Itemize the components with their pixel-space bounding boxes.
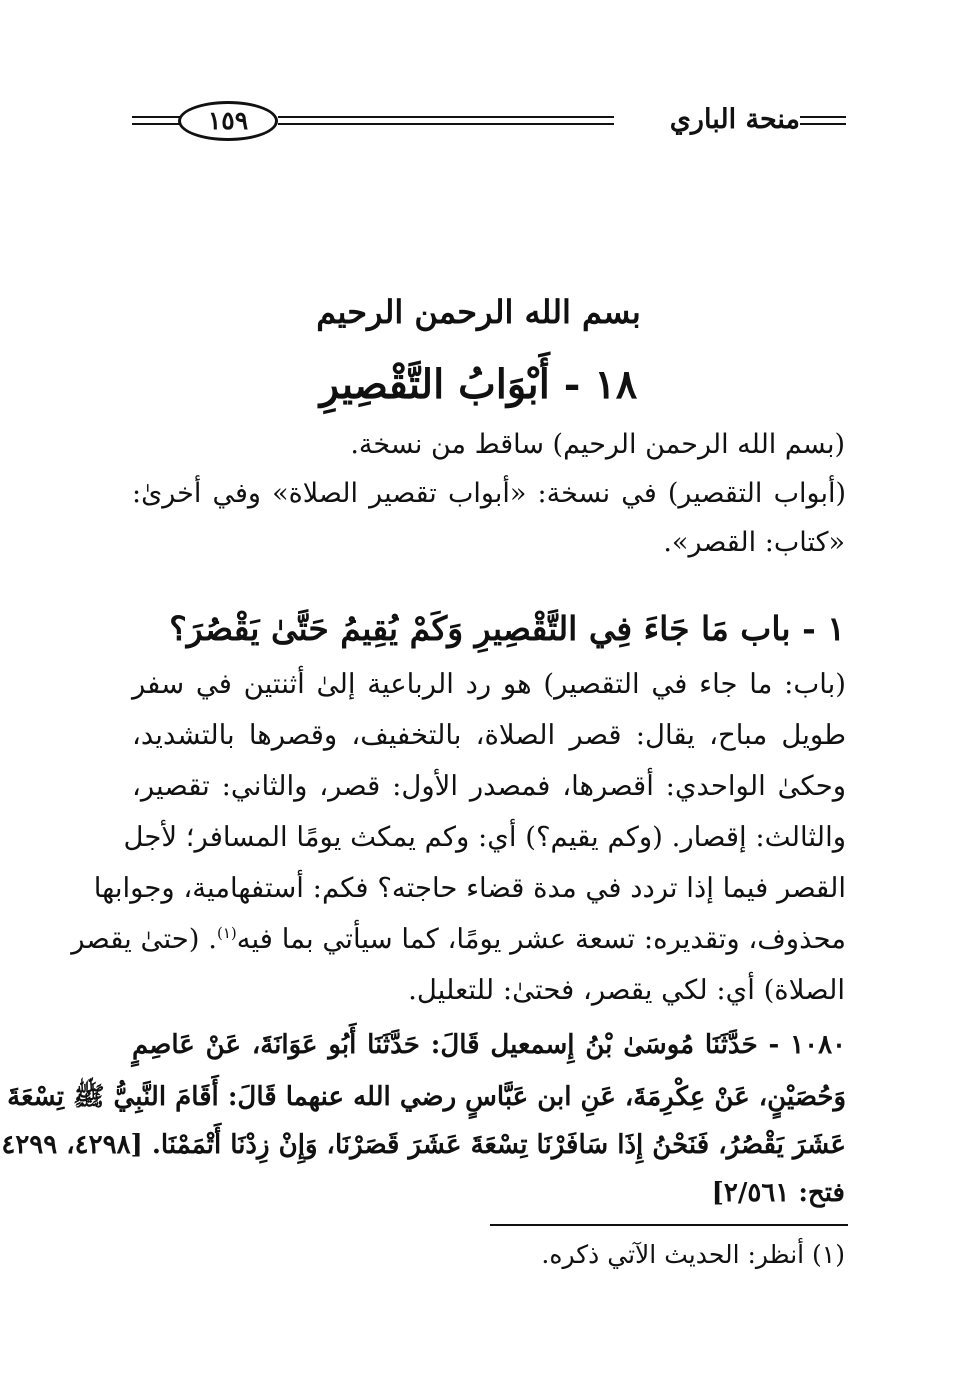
commentary-line-4: والثالث: إقصار. (وكم يقيم؟) أي: وكم يمكث يومًا المسافر؛ لأجل bbox=[123, 821, 846, 853]
footnote: (١) أنظر: الحديث الآتي ذكره. bbox=[541, 1240, 845, 1269]
commentary-line-6-text: محذوف، وتقديره: تسعة عشر يومًا، كما سيأتي بما فيه bbox=[236, 923, 846, 955]
commentary-line-6 bbox=[71, 923, 846, 955]
chapter-note-2: (أبواب التقصير) في نسخة: «أبواب تقصير الصلاة» وفي أخرىٰ: bbox=[132, 478, 846, 509]
commentary-line-6-tail: . (حتىٰ يقصر bbox=[71, 923, 217, 955]
chapter-note-3: «كتاب: القصر». bbox=[663, 527, 845, 558]
header-rule-left-1 bbox=[132, 116, 180, 118]
chapter-heading: ١٨ - أَبْوَابُ التَّقْصِيرِ bbox=[319, 361, 638, 408]
hadith-line-3: عَشَرَ يَقْصُرُ، فَنَحْنُ إِذَا سَافَرْنَا تِسْعَةَ عَشَرَ قَصَرْنَا، وَإِنْ زِدْنَا أَتْمَمْنَا. [٤٢٩٨، ٤٢٩٩ bbox=[1, 1130, 846, 1160]
commentary-line-1: (باب: ما جاء في التقصير) هو رد الرباعية إلىٰ أثنتين في سفر bbox=[132, 668, 846, 700]
header-rule-left-2 bbox=[132, 123, 180, 125]
chapter-note-1: (بسم الله الرحمن الرحيم) ساقط من نسخة. bbox=[350, 429, 845, 460]
commentary-line-5: القصر فيما إذا تردد في مدة قضاء حاجته؟ فكم: أستفهامية، وجوابها bbox=[93, 872, 846, 904]
commentary-line-3: وحكىٰ الواحدي: أقصرها، فمصدر الأول: قصر، والثاني: تقصير، bbox=[132, 770, 846, 802]
hadith-line-2: وَحُصَيْنٍ، عَنْ عِكْرِمَةَ، عَنِ ابن عَبَّاسٍ رضي الله عنهما قَالَ: أَقَامَ النَّبِيُّ ﷺ تِسْعَةَ bbox=[7, 1082, 846, 1112]
basmala: بسم الله الرحمن الرحيم bbox=[316, 293, 641, 331]
hadith-line-1: ١٠٨٠ - حَدَّثَنَا مُوسَىٰ بْنُ إِسمعيل قَالَ: حَدَّثَنَا أَبُو عَوَانَةَ، عَنْ عَاصِمٍ bbox=[132, 1030, 846, 1060]
footnote-rule bbox=[490, 1224, 848, 1226]
header-rule-middle-1 bbox=[278, 116, 614, 118]
footnote-ref: (١) bbox=[216, 923, 237, 942]
commentary-line-7: الصلاة) أي: لكي يقصر، فحتىٰ: للتعليل. bbox=[408, 974, 845, 1006]
hadith-line-4: فتح: ٢/٥٦١] bbox=[711, 1178, 845, 1208]
header-rule-right-2 bbox=[800, 123, 846, 125]
section-heading: ١ - باب مَا جَاءَ فِي التَّقْصِيرِ وَكَمْ يُقِيمُ حَتَّىٰ يَقْصُرَ؟ bbox=[169, 609, 845, 648]
commentary-line-2: طويل مباح، يقال: قصر الصلاة، بالتخفيف، وقصرها بالتشديد، bbox=[132, 719, 846, 751]
running-title: منحة الباري bbox=[669, 104, 800, 135]
header-rule-right-1 bbox=[800, 116, 846, 118]
page-number-badge: ١٥٩ bbox=[178, 101, 278, 141]
header-rule-middle-2 bbox=[278, 123, 614, 125]
